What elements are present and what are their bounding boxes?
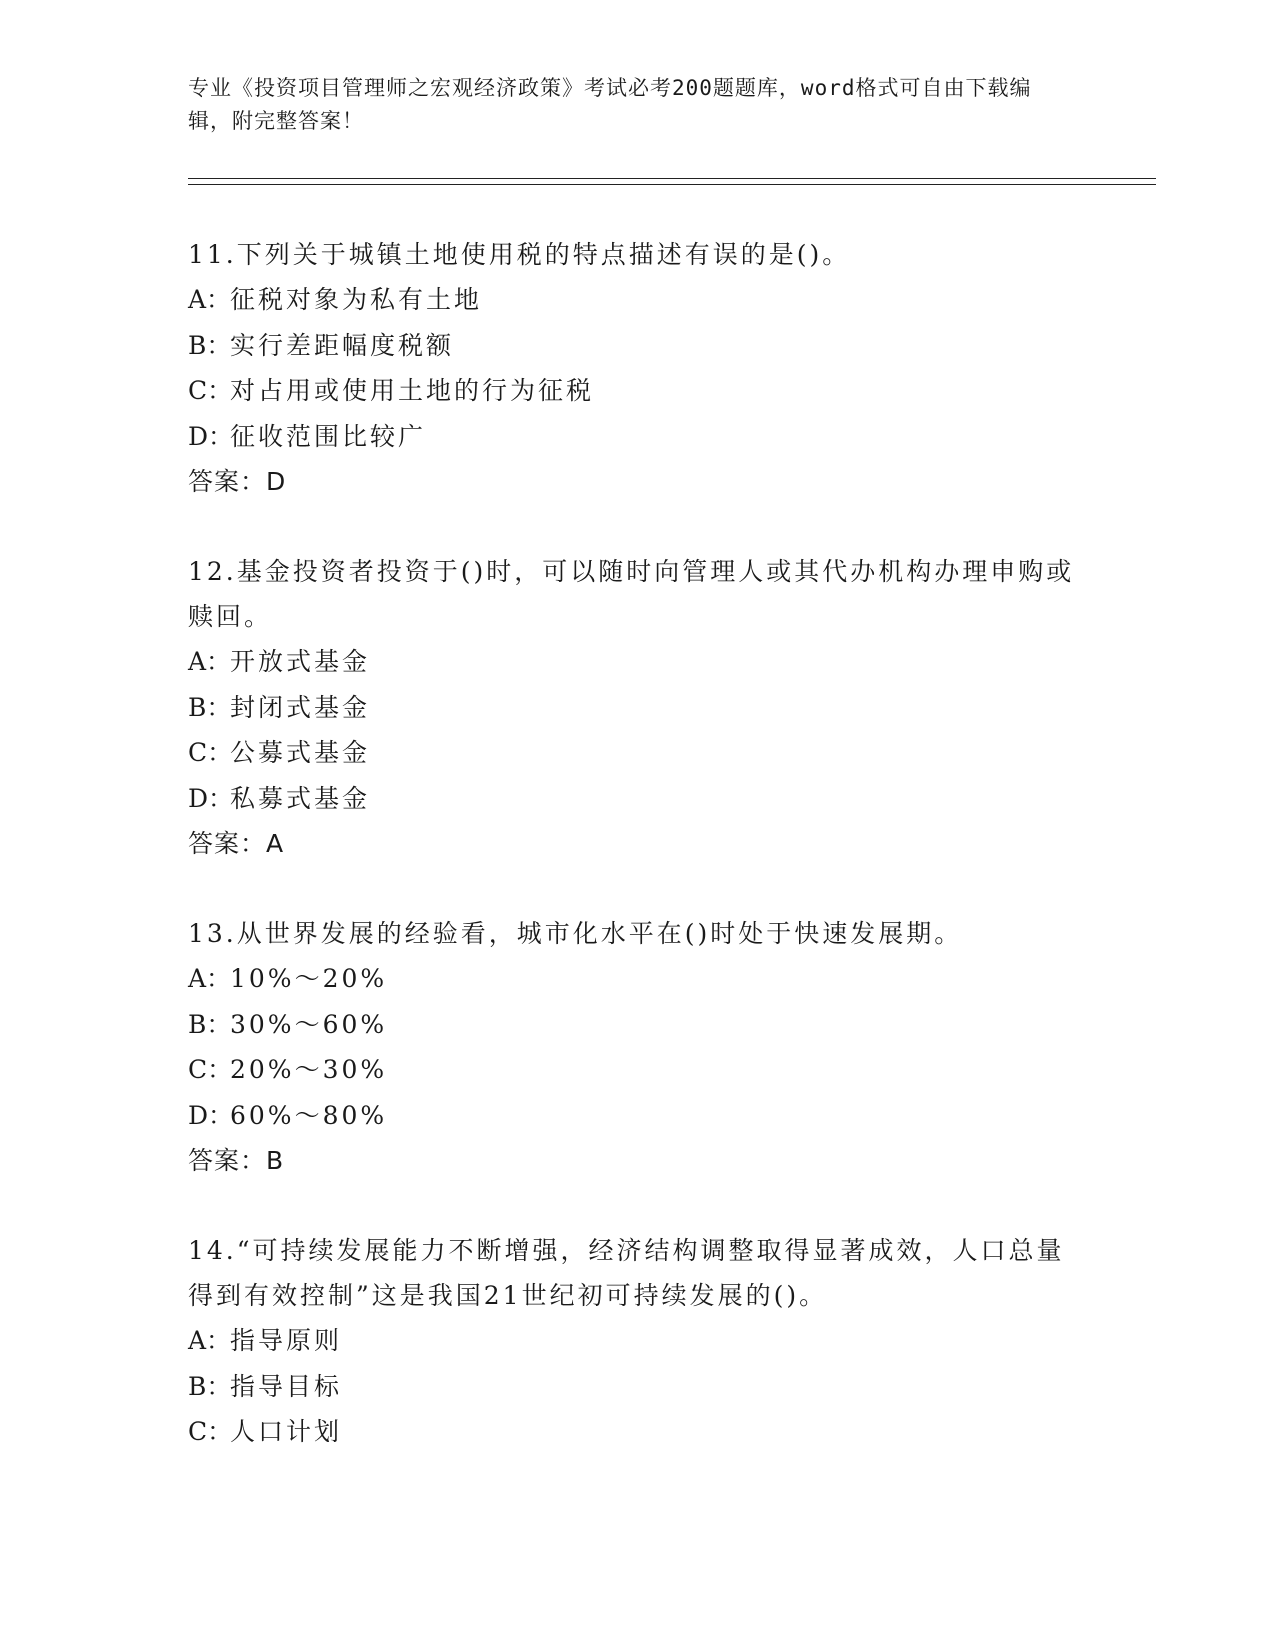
option-text: 私募式基金 xyxy=(230,783,371,813)
option-key: A： xyxy=(188,964,232,993)
question-stem: 12.基金投资者投资于()时，可以随时向管理人或其代办机构办理申购或赎回。 xyxy=(188,557,1075,631)
option-a xyxy=(188,956,1088,1002)
question-14 xyxy=(188,1228,1088,1455)
option-c xyxy=(188,1047,1088,1093)
option-key: C： xyxy=(188,1055,233,1084)
option-key: B： xyxy=(188,1009,232,1039)
option-text: 公募式基金 xyxy=(230,738,371,767)
option-text: 征税对象为私有土地 xyxy=(230,285,483,314)
option-d xyxy=(188,1093,1088,1139)
header-divider-bottom xyxy=(188,184,1156,185)
option-text: 指导目标 xyxy=(230,1371,343,1401)
question-12 xyxy=(188,549,1088,867)
option-key: B： xyxy=(188,1371,232,1401)
option-text: 开放式基金 xyxy=(230,647,371,676)
option-b xyxy=(188,685,1088,731)
option-a xyxy=(188,1318,1088,1364)
option-key: A： xyxy=(188,1326,232,1355)
option-text: 30%～60% xyxy=(230,1009,388,1039)
answer-line: 答案：B xyxy=(188,1146,285,1175)
option-text: 人口计划 xyxy=(230,1417,343,1446)
question-list xyxy=(188,232,1088,1499)
option-text: 指导原则 xyxy=(230,1326,343,1355)
question-stem: 11.下列关于城镇土地使用税的特点描述有误的是()。 xyxy=(188,240,851,269)
option-c xyxy=(188,368,1088,414)
answer-line: 答案：D xyxy=(188,467,287,496)
question-stem: 13.从世界发展的经验看，城市化水平在()时处于快速发展期。 xyxy=(188,919,963,948)
option-a xyxy=(188,277,1088,323)
option-text: 10%～20% xyxy=(230,964,388,993)
header-divider-top xyxy=(188,178,1156,179)
option-key: D： xyxy=(188,421,234,451)
question-11 xyxy=(188,232,1088,505)
option-text: 实行差距幅度税额 xyxy=(230,330,455,360)
option-d xyxy=(188,414,1088,460)
option-key: D： xyxy=(188,1100,234,1130)
option-c xyxy=(188,730,1088,776)
option-key: C： xyxy=(188,1417,233,1446)
option-key: B： xyxy=(188,330,232,360)
option-c xyxy=(188,1409,1088,1455)
option-text: 征收范围比较广 xyxy=(230,421,427,451)
option-text: 对占用或使用土地的行为征税 xyxy=(230,376,595,405)
option-key: B： xyxy=(188,692,232,722)
question-13 xyxy=(188,911,1088,1184)
option-b xyxy=(188,1364,1088,1410)
option-key: C： xyxy=(188,376,233,405)
option-key: D： xyxy=(188,783,234,813)
option-key: C： xyxy=(188,738,233,767)
option-a xyxy=(188,639,1088,685)
option-key: A： xyxy=(188,285,232,314)
option-b xyxy=(188,323,1088,369)
option-text: 封闭式基金 xyxy=(230,692,371,722)
question-stem: 14.“可持续发展能力不断增强，经济结构调整取得显著成效，人口总量得到有效控制”这是我国21世纪初可持续发展的()。 xyxy=(188,1236,1065,1310)
option-text: 20%～30% xyxy=(230,1055,388,1084)
answer-line: 答案：A xyxy=(188,829,285,858)
document-header: 专业《投资项目管理师之宏观经济政策》考试必考200题题库，word格式可自由下载编辑，附完整答案！ xyxy=(188,76,1032,133)
option-d xyxy=(188,776,1088,822)
option-text: 60%～80% xyxy=(230,1100,388,1130)
option-key: A： xyxy=(188,647,232,676)
option-b xyxy=(188,1002,1088,1048)
